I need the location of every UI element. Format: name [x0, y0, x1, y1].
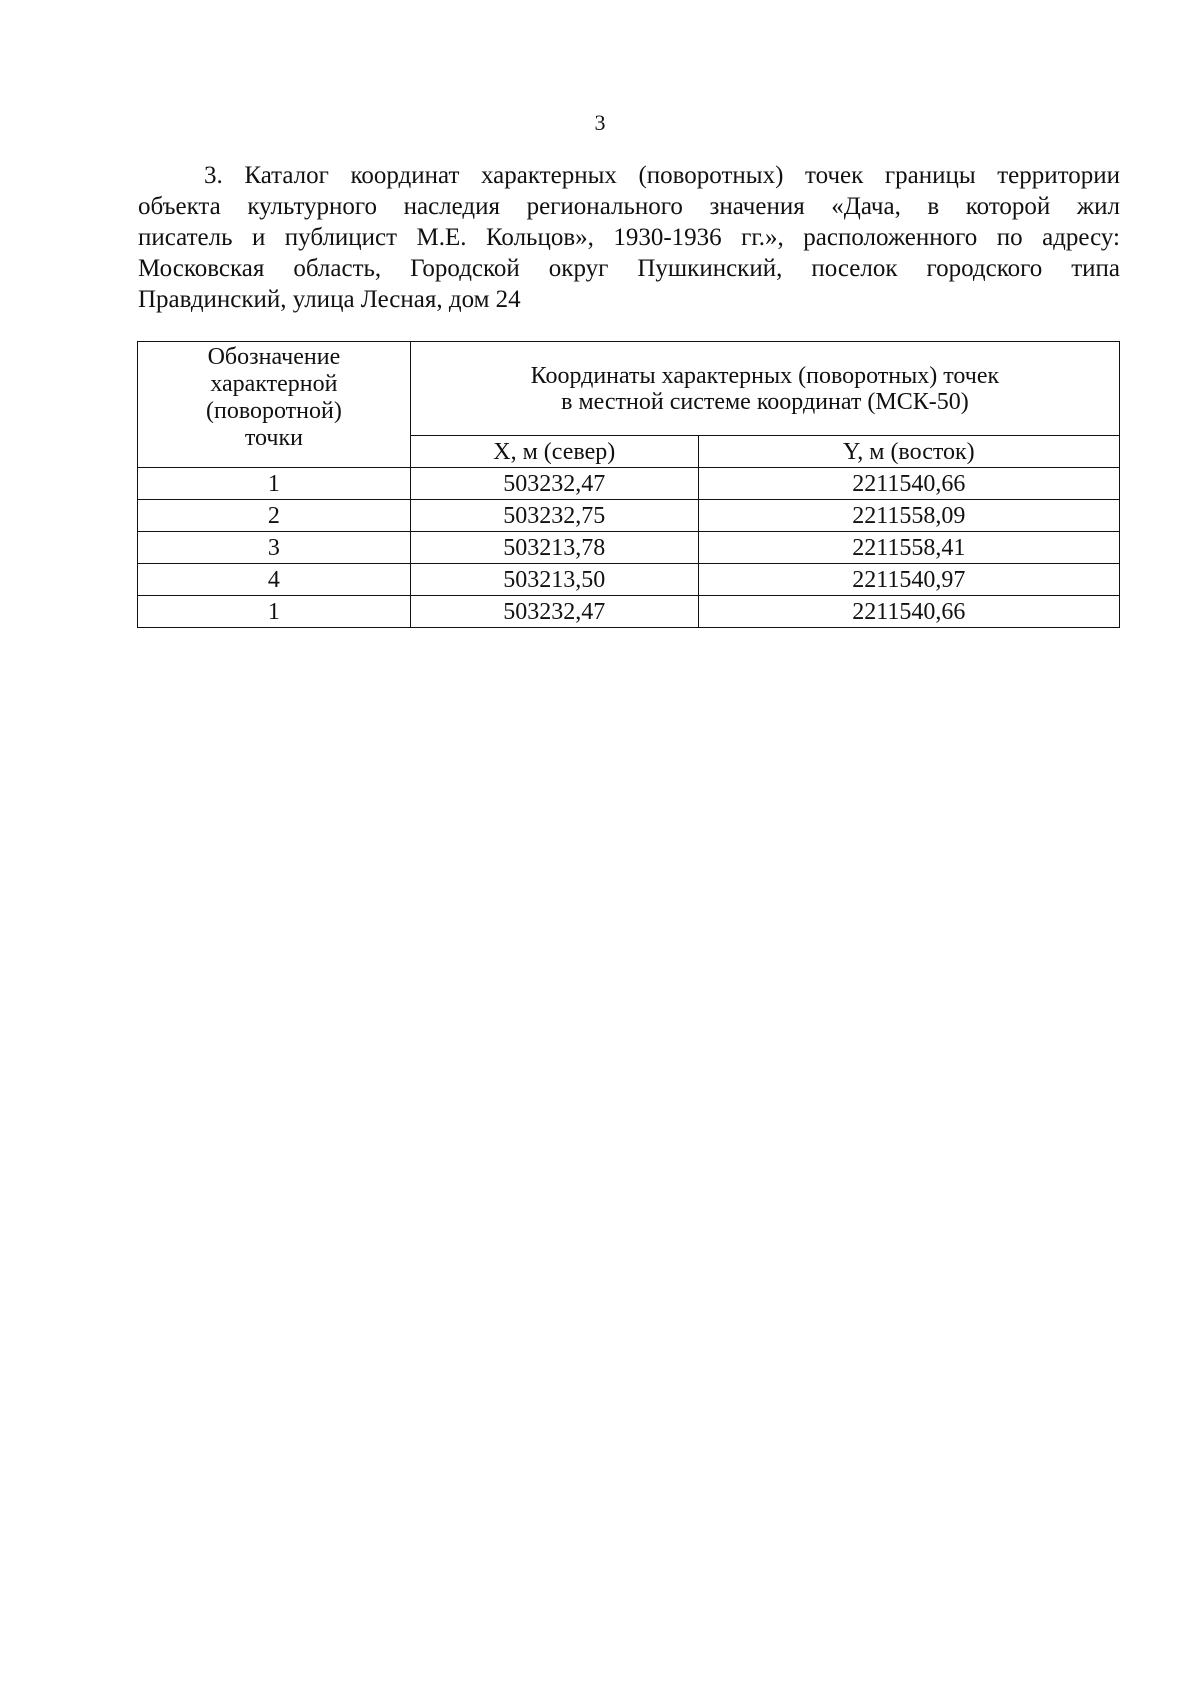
- cell-x: 503232,47: [410, 468, 698, 500]
- header-point-line: точки: [244, 425, 303, 451]
- cell-y: 2211540,66: [698, 468, 1119, 500]
- header-coordinates-line: в местной системе координат (МСК-50): [561, 388, 969, 415]
- cell-point: 1: [138, 468, 411, 500]
- header-point-line: (поворотной): [205, 398, 342, 424]
- table-row: [138, 596, 1120, 628]
- paragraph-line: 3. Каталог координат характерных (поворотных) точек границы территории: [204, 162, 1120, 189]
- cell-point: 4: [138, 564, 411, 596]
- cell-x: 503232,47: [410, 596, 698, 628]
- header-coordinates: [410, 342, 1119, 436]
- header-y-east: Y, м (восток): [698, 436, 1119, 468]
- cell-y: 2211540,97: [698, 564, 1119, 596]
- header-coordinates-line: Координаты характерных (поворотных) точек: [530, 362, 1000, 389]
- page-number: 3: [594, 110, 606, 135]
- cell-point: 1: [138, 596, 411, 628]
- table-row: [138, 500, 1120, 532]
- paragraph-line: Правдинский, улица Лесная, дом 24: [138, 286, 521, 313]
- cell-x: 503232,75: [410, 500, 698, 532]
- table-row: [138, 532, 1120, 564]
- header-point-line: характерной: [210, 371, 338, 397]
- cell-x: 503213,50: [410, 564, 698, 596]
- paragraph-line: Московская область, Городской округ Пушкинский, поселок городского типа: [138, 255, 1120, 282]
- paragraph-line: писатель и публицист М.Е. Кольцов», 1930-1936 гг.», расположенного по адресу:: [138, 224, 1120, 251]
- cell-x: 503213,78: [410, 532, 698, 564]
- catalog-paragraph: [138, 160, 1120, 315]
- table-row: [138, 564, 1120, 596]
- coordinates-table: [137, 341, 1120, 628]
- header-x-north: X, м (север): [410, 436, 698, 468]
- header-point-line: Обозначение: [207, 344, 341, 370]
- cell-point: 2: [138, 500, 411, 532]
- cell-point: 3: [138, 532, 411, 564]
- table-row: [138, 468, 1120, 500]
- cell-y: 2211558,41: [698, 532, 1119, 564]
- header-point-designation: [138, 342, 411, 468]
- cell-y: 2211558,09: [698, 500, 1119, 532]
- cell-y: 2211540,66: [698, 596, 1119, 628]
- paragraph-line: объекта культурного наследия регионального значения «Дача, в которой жил: [138, 193, 1120, 220]
